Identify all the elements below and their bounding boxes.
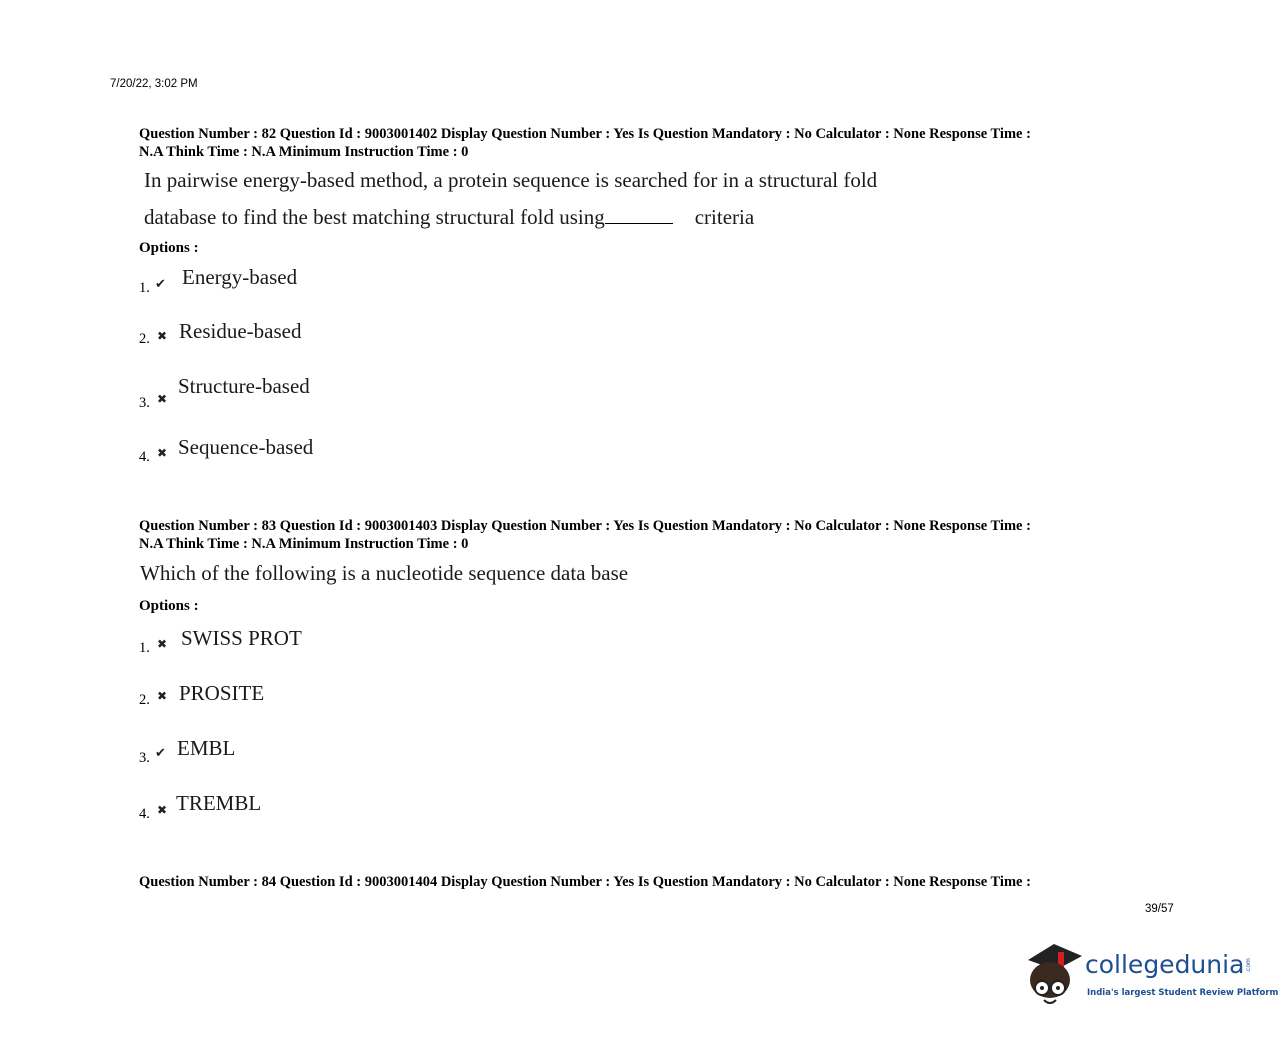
- q82-option-2-text: Residue-based: [179, 319, 302, 343]
- cross-mark-icon: ✖: [157, 803, 168, 817]
- cross-mark-icon: ✖: [157, 637, 168, 651]
- question-82-stem-line-2: [144, 205, 754, 230]
- question-82-meta-line-1: Question Number : 82 Question Id : 9003001402 Display Question Number : Yes Is Question Mandatory : No Calculator : None Response Time :: [139, 126, 1031, 142]
- question-83-stem: Which of the following is a nucleotide sequence data base: [140, 561, 629, 585]
- q82-option-4-text: Sequence-based: [178, 435, 314, 459]
- question-83-options-label: Options :: [139, 598, 199, 614]
- page-number: 39/57: [1145, 903, 1174, 915]
- q83-option-1-number: 1.: [139, 640, 150, 656]
- q82-option-3-number: 3.: [139, 395, 150, 411]
- q82-option-4-number: 4.: [139, 449, 150, 465]
- mascot-icon: [1022, 938, 1086, 1008]
- cross-mark-icon: ✖: [157, 329, 168, 343]
- question-82-stem-criteria: criteria: [694, 205, 755, 229]
- check-mark-icon: ✔: [155, 277, 166, 292]
- q82-option-1-text: Energy-based: [182, 265, 298, 289]
- question-82-stem-text: database to find the best matching structural fold using: [144, 205, 605, 229]
- question-83-meta-line-2: N.A Think Time : N.A Minimum Instruction Time : 0: [139, 536, 469, 552]
- q82-option-1-number: 1.: [139, 280, 150, 296]
- q83-option-4-text: TREMBL: [176, 791, 262, 815]
- q82-option-3-text: Structure-based: [178, 374, 310, 398]
- question-84-meta-line-1: Question Number : 84 Question Id : 9003001404 Display Question Number : Yes Is Question Mandatory : No Calculator : None Response Time :: [139, 874, 1031, 890]
- cross-mark-icon: ✖: [157, 689, 168, 703]
- q83-option-3-text: EMBL: [177, 736, 236, 760]
- logo-brand-name: collegedunia: [1085, 950, 1245, 979]
- print-timestamp: 7/20/22, 3:02 PM: [110, 78, 198, 90]
- logo-tagline: India's largest Student Review Platform: [1087, 988, 1279, 998]
- q83-option-1-text: SWISS PROT: [181, 626, 302, 650]
- cross-mark-icon: ✖: [157, 446, 168, 460]
- fill-in-blank: [605, 205, 673, 224]
- cross-mark-icon: ✖: [157, 392, 168, 406]
- q83-option-2-number: 2.: [139, 692, 150, 708]
- question-83-meta-line-1: Question Number : 83 Question Id : 9003001403 Display Question Number : Yes Is Question Mandatory : No Calculator : None Response Time :: [139, 518, 1031, 534]
- check-mark-icon: ✔: [155, 746, 166, 761]
- question-82-meta-line-2: N.A Think Time : N.A Minimum Instruction Time : 0: [139, 144, 469, 160]
- question-82-options-label: Options :: [139, 240, 199, 256]
- question-82-stem-line-1: In pairwise energy-based method, a protein sequence is searched for in a structural fold: [144, 168, 878, 192]
- q83-option-4-number: 4.: [139, 806, 150, 822]
- q83-option-2-text: PROSITE: [179, 681, 265, 705]
- q83-option-3-number: 3.: [139, 750, 150, 766]
- q82-option-2-number: 2.: [139, 331, 150, 347]
- logo-tld: .com: [1244, 958, 1252, 973]
